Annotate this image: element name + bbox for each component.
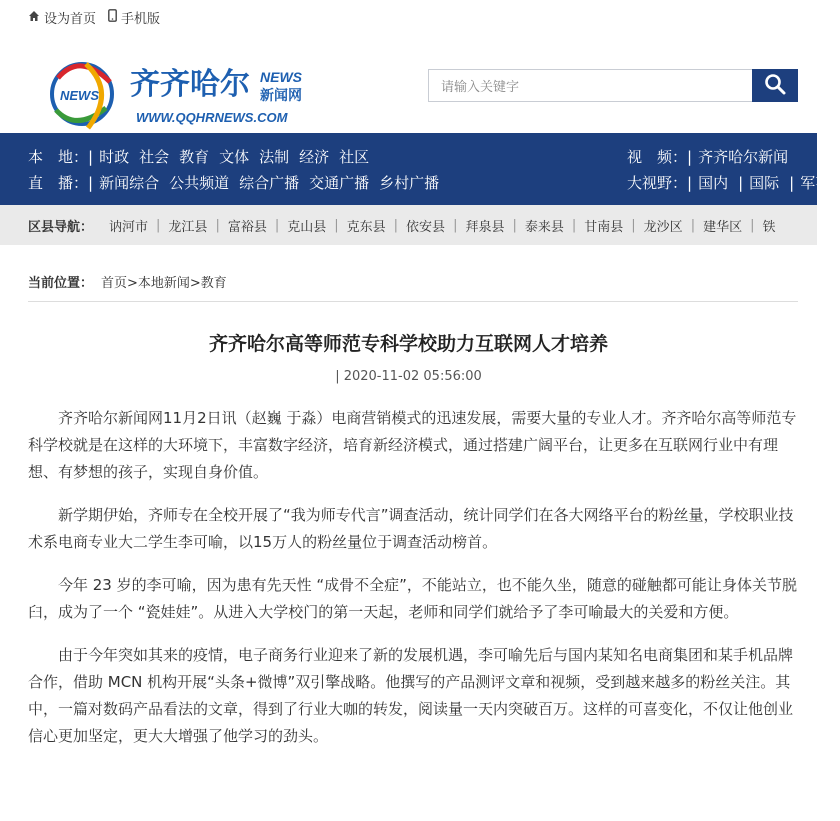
article-title: 齐齐哈尔高等师范专科学校助力互联网人才培养 (208, 333, 608, 355)
nav-item-public-channel[interactable]: 公共频道 (169, 174, 230, 192)
logo-badge-text: NEWS (60, 88, 99, 103)
mobile-version-link[interactable] (108, 8, 160, 27)
nav-item-international[interactable]: 国际 (749, 174, 780, 192)
logo-name-text: 齐齐哈尔 (130, 67, 250, 102)
nav-item-news-general[interactable]: 新闻综合 (99, 174, 160, 192)
article-paragraph: 新学期伊始，齐师专在全校开展了“我为师专代言”调查活动，统计同学们在各大网络平台的粉丝量，学校职业技术系电商专业大二学生李可喻，以15万人的粉丝量位于调查活动榜首。 (28, 506, 794, 551)
search-input[interactable]: 请输入关键字 (428, 69, 752, 102)
nav-item-community[interactable]: 社区 (339, 148, 370, 166)
site-logo[interactable] (46, 52, 326, 132)
nav-local-label: 本 地： (28, 148, 89, 166)
mobile-version-label: 手机版 (121, 11, 161, 27)
district-item[interactable]: 建华区 (703, 219, 743, 235)
district-item[interactable]: 龙江县 (168, 219, 208, 235)
nav-item-society[interactable]: 社会 (139, 148, 170, 166)
district-item[interactable]: 泰来县 (524, 219, 564, 235)
nav-item-law[interactable]: 法制 (259, 148, 290, 166)
district-nav-label: 区县导航： (28, 219, 94, 235)
nav-item-domestic[interactable]: 国内 (698, 174, 729, 192)
search-bar (428, 69, 798, 102)
top-utility-bar (0, 0, 817, 34)
district-item[interactable]: 甘南县 (584, 219, 624, 235)
district-item[interactable]: 克山县 (287, 219, 327, 235)
nav-item-rural-radio[interactable]: 乡村广播 (379, 174, 440, 192)
article-body (28, 405, 798, 766)
logo-news-cn: 新闻网 (260, 88, 302, 104)
nav-row-local: 本 地： | 时政 社会 教育 文体 法制 经济 社区 (28, 147, 370, 166)
home-icon (28, 10, 40, 25)
nav-row-video: 视 频： | 齐齐哈尔新闻 (627, 147, 789, 166)
nav-item-military[interactable]: 军事 (800, 174, 831, 192)
district-item[interactable]: 富裕县 (227, 219, 267, 235)
article-meta: | 2020-11-02 05:56:00 (335, 369, 482, 384)
breadcrumb-label: 当前位置： (28, 276, 94, 291)
nav-item-traffic-radio[interactable]: 交通广播 (309, 174, 370, 192)
logo-news-en: NEWS (260, 69, 302, 85)
set-home-link[interactable] (28, 8, 96, 27)
main-navigation (0, 133, 831, 205)
search-button[interactable] (752, 69, 798, 102)
nav-live-label: 直 播： (28, 174, 89, 192)
article-paragraph: 齐齐哈尔新闻网11月2日讯（赵巍 于淼）电商营销模式的迅速发展，需要大量的专业人才。齐齐哈尔高等师范专科学校就是在这样的大环境下，丰富数字经济，培育新经济模式，通过搭建广阔平台，让更多在互联网行业中有理想、有梦想的孩子，实现自身价值。 (28, 409, 797, 481)
nav-row-live: 直 播： | 新闻综合 公共频道 综合广播 交通广播 乡村广播 (28, 173, 440, 192)
article-paragraph: 今年 23 岁的李可喻，因为患有先天性 “成骨不全症”，不能站立，也不能久坐，随意的碰触都可能让身体关节脱臼，成为了一个 “瓷娃娃”。从进入大学校门的第一天起，老师和同学们就给予了李可喻最大的关爱和方便。 (28, 576, 797, 621)
district-item[interactable]: 克东县 (346, 219, 386, 235)
district-item[interactable]: 依安县 (406, 219, 446, 235)
nav-item-culture-sports[interactable]: 文体 (219, 148, 250, 166)
breadcrumb (28, 272, 798, 302)
district-item[interactable]: 拜泉县 (465, 219, 505, 235)
district-item[interactable]: 铁 (762, 219, 776, 235)
nav-item-education[interactable]: 教育 (179, 148, 210, 166)
nav-row-horizon: 大视野： | 国内 | 国际 | 军事 (627, 173, 831, 192)
district-navigation: 区县导航： 讷河市 | 龙江县 | 富裕县 | 克山县 | 克东县 | 依安县 | 拜泉县 | 泰来县 | 甘南县 | 龙沙区 | 建华区 | 铁 (0, 205, 817, 245)
district-item[interactable]: 龙沙区 (643, 219, 683, 235)
nav-video-label: 视 频： (627, 148, 688, 166)
nav-item-politics[interactable]: 时政 (99, 148, 130, 166)
nav-item-economy[interactable]: 经济 (299, 148, 330, 166)
breadcrumb-path[interactable]: 首页>本地新闻>教育 (101, 276, 227, 291)
nav-item-qiqihar-news[interactable]: 齐齐哈尔新闻 (698, 148, 789, 166)
nav-item-general-radio[interactable]: 综合广播 (239, 174, 300, 192)
logo-url-text: WWW.QQHRNEWS.COM (136, 110, 288, 125)
search-icon (764, 73, 786, 99)
site-header (0, 34, 817, 134)
article-paragraph: 由于今年突如其来的疫情，电子商务行业迎来了新的发展机遇，李可喻先后与国内某知名电商集团和某手机品牌合作，借助 MCN 机构开展“头条+微博”双引擎战略。他撰写的产品测评文章和视频，受到越来越多的粉丝关注。其中，一篇对数码产品看法的文章，得到了行业大咖的转发，阅读量一天内突破百万。这样的可喜变化，不仅让他创业信心更加坚定，更大大增强了他学习的劲头。 (28, 646, 794, 745)
nav-horizon-label: 大视野： (627, 174, 688, 192)
set-home-label: 设为首页 (44, 11, 97, 27)
mobile-phone-icon (108, 9, 117, 25)
district-item[interactable]: 讷河市 (109, 219, 149, 235)
